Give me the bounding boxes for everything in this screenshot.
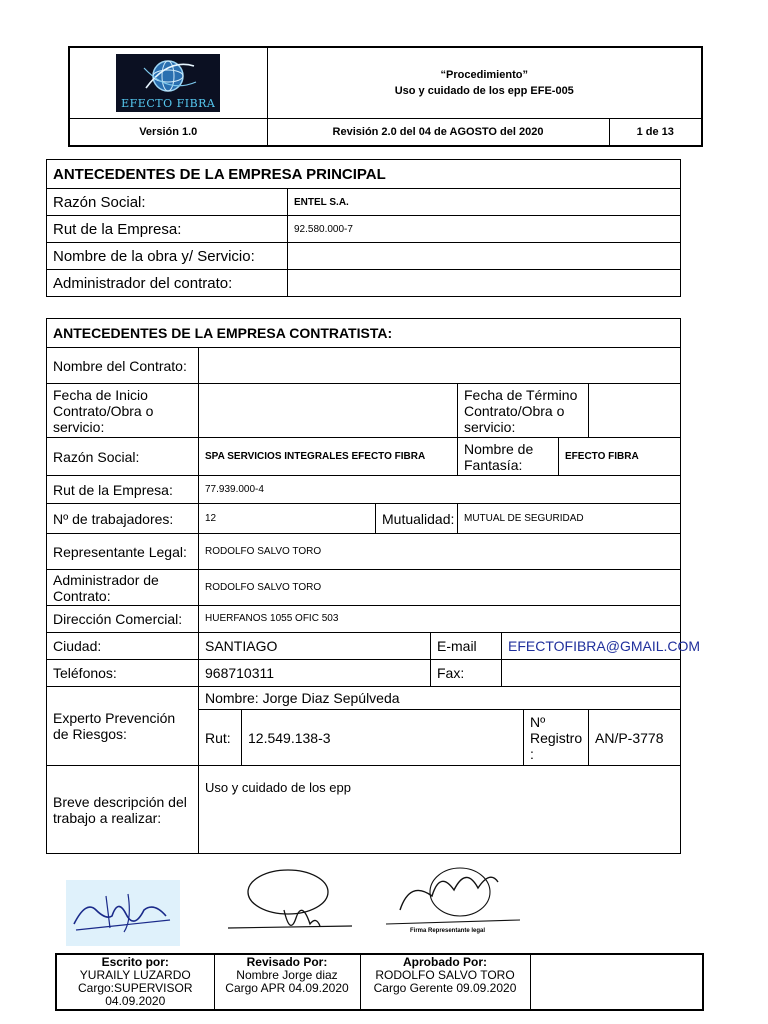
start-date-value xyxy=(199,384,458,438)
registry-value: AN/P-3778 xyxy=(589,710,681,766)
workers-value: 12 xyxy=(199,504,376,534)
stamp-caption: Firma Representante legal xyxy=(410,928,486,934)
document-header xyxy=(68,46,703,147)
safety-expert-label: Experto Prevención de Riesgos: xyxy=(47,687,199,766)
written-by-title: Escrito por: xyxy=(101,955,169,969)
fax-label: Fax: xyxy=(431,660,502,687)
email-link[interactable]: EFECTOFIBRA@GMAIL.COM xyxy=(502,633,681,660)
procedure-label: “Procedimiento” xyxy=(440,69,528,81)
work-description-label: Breve descripción del trabajo a realizar: xyxy=(47,766,199,854)
end-date-label: Fecha de Término Contrato/Obra o servicio: xyxy=(458,384,589,438)
email-label: E-mail xyxy=(431,633,502,660)
version-cell: Versión 1.0 xyxy=(69,119,267,147)
rut-value: 77.939.000-4 xyxy=(199,476,681,504)
rut-label: Rut de la Empresa: xyxy=(47,476,199,504)
handwritten-signature-icon xyxy=(224,866,354,948)
principal-value: 92.580.000-7 xyxy=(288,216,681,243)
handwritten-signature-icon xyxy=(66,880,180,946)
legal-rep-label: Representante Legal: xyxy=(47,534,199,570)
registry-label: Nº Registro : xyxy=(524,710,589,766)
revision-cell: Revisión 2.0 del 04 de AGOSTO del 2020 xyxy=(267,119,609,147)
principal-label: Razón Social: xyxy=(47,189,288,216)
trade-name-value: EFECTO FIBRA xyxy=(559,438,681,476)
reviewed-by-cell xyxy=(214,954,360,1010)
mutual-value: MUTUAL DE SEGURIDAD xyxy=(458,504,681,534)
phone-label: Teléfonos: xyxy=(47,660,199,687)
principal-label: Nombre de la obra y/ Servicio: xyxy=(47,243,288,270)
contract-admin-value: RODOLFO SALVO TORO xyxy=(199,570,681,606)
approved-by-name: RODOLFO SALVO TORO xyxy=(375,968,515,982)
procedure-title-cell xyxy=(267,47,702,119)
principal-heading: ANTECEDENTES DE LA EMPRESA PRINCIPAL xyxy=(47,160,681,189)
city-value: SANTIAGO xyxy=(199,633,431,660)
business-name-label: Razón Social: xyxy=(47,438,199,476)
approval-footer xyxy=(55,953,704,1011)
principal-value xyxy=(288,243,681,270)
empty-footer-cell xyxy=(530,954,703,1010)
address-value: HUERFANOS 1055 OFIC 503 xyxy=(199,606,681,633)
expert-rut-value: 12.549.138-3 xyxy=(242,710,524,766)
reviewed-by-name: Nombre Jorge diaz xyxy=(236,968,338,982)
fax-value xyxy=(502,660,681,687)
written-by-role: Cargo:SUPERVISOR xyxy=(78,981,193,995)
start-date-label: Fecha de Inicio Contrato/Obra o servicio: xyxy=(47,384,199,438)
written-by-date: 04.09.2020 xyxy=(105,994,166,1008)
address-label: Dirección Comercial: xyxy=(47,606,199,633)
contractor-heading: ANTECEDENTES DE LA EMPRESA CONTRATISTA: xyxy=(47,319,681,348)
signature-approver xyxy=(380,860,522,944)
phone-value: 968710311 xyxy=(199,660,431,687)
mutual-label: Mutualidad: xyxy=(376,504,458,534)
logo-wordmark: EFECTO FIBRA xyxy=(121,97,216,110)
signature-reviewer xyxy=(224,866,354,948)
written-by-cell xyxy=(56,954,214,1010)
company-logo xyxy=(116,54,220,112)
contract-name-label: Nombre del Contrato: xyxy=(47,348,199,384)
legal-rep-value: RODOLFO SALVO TORO xyxy=(199,534,681,570)
approved-by-cell xyxy=(360,954,530,1010)
principal-label: Administrador del contrato: xyxy=(47,270,288,297)
contract-admin-label: Administrador de Contrato: xyxy=(47,570,199,606)
reviewed-by-role: Cargo APR 04.09.2020 xyxy=(225,981,349,995)
page-number-cell: 1 de 13 xyxy=(609,119,702,147)
trade-name-label: Nombre de Fantasía: xyxy=(458,438,559,476)
work-description-value: Uso y cuidado de los epp xyxy=(199,766,681,854)
signature-writer xyxy=(66,880,180,946)
end-date-value xyxy=(589,384,681,438)
written-by-name: YURAILY LUZARDO xyxy=(79,968,191,982)
principal-value: ENTEL S.A. xyxy=(288,189,681,216)
principal-label: Rut de la Empresa: xyxy=(47,216,288,243)
reviewed-by-title: Revisado Por: xyxy=(246,955,328,969)
principal-company-table xyxy=(46,159,681,297)
approved-by-role: Cargo Gerente 09.09.2020 xyxy=(373,981,517,995)
business-name-value: SPA SERVICIOS INTEGRALES EFECTO FIBRA xyxy=(199,438,458,476)
logo-cell xyxy=(69,47,267,119)
city-label: Ciudad: xyxy=(47,633,199,660)
contractor-company-table xyxy=(46,318,701,854)
principal-value xyxy=(288,270,681,297)
approved-by-title: Aprobado Por: xyxy=(403,955,487,969)
expert-rut-label: Rut: xyxy=(199,710,242,766)
safety-expert-name: Nombre: Jorge Diaz Sepúlveda xyxy=(199,687,681,710)
procedure-title: Uso y cuidado de los epp EFE-005 xyxy=(394,85,574,97)
workers-label: Nº de trabajadores: xyxy=(47,504,199,534)
contract-name-value xyxy=(199,348,681,384)
